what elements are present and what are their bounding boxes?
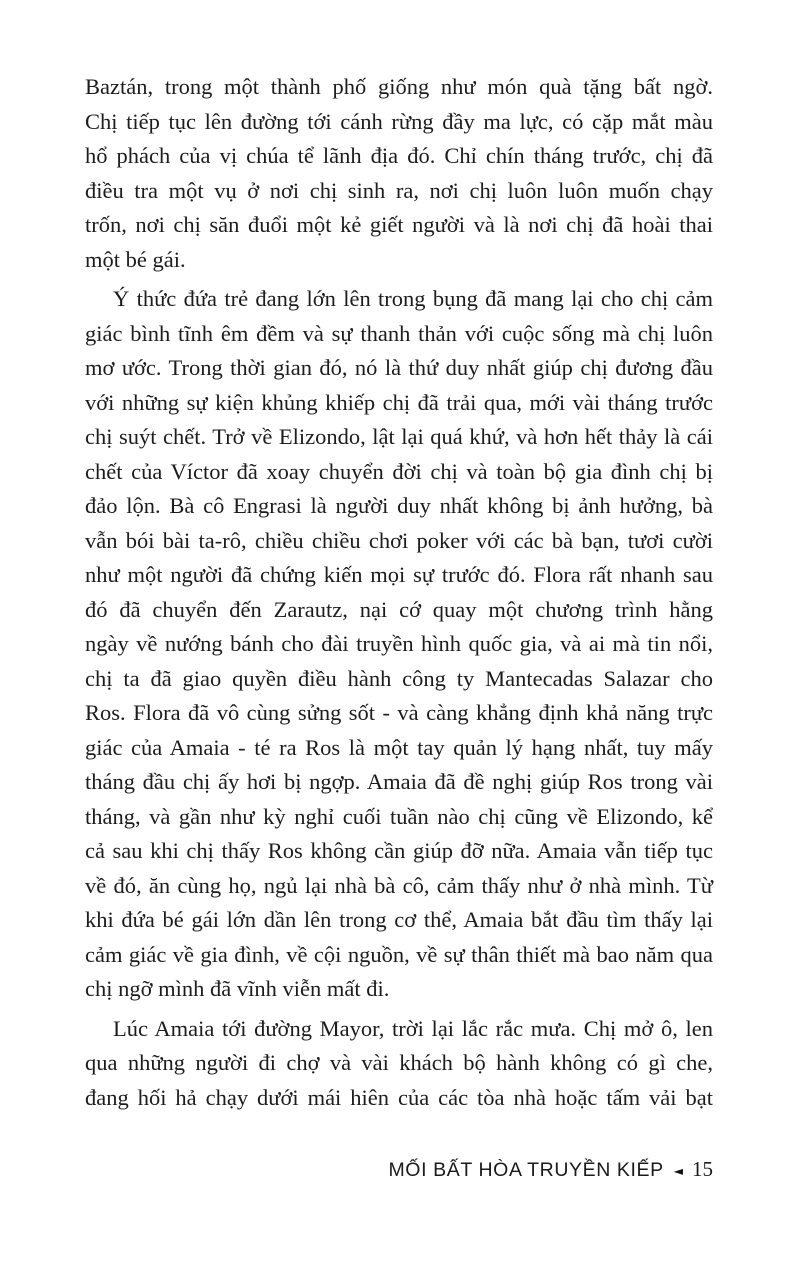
text-line: Ý thức đứa trẻ đang lớn lên trong bụng đã mang lại cho chị cảm — [113, 286, 713, 311]
text-line: giác bình tĩnh êm đềm và sự thanh thản với cuộc sống mà chị luôn — [85, 320, 713, 346]
text-line: về đó, ăn cùng họ, ngủ lại nhà bà cô, cảm thấy như ở nhà mình. Từ — [85, 872, 713, 898]
text-line: đó đã chuyển đến Zarautz, nại cớ quay một chương trình hằng — [85, 596, 713, 622]
text-line: mơ ước. Trong thời gian đó, nó là thứ duy nhất giúp chị đương đầu — [85, 355, 713, 380]
running-title: MỐI BẤT HÒA TRUYỀN KIẾP — [388, 1159, 664, 1181]
text-line: chị ngỡ mình đã vĩnh viễn mất đi. — [85, 976, 390, 1001]
text-line: như một người đã chứng kiến mọi sự trước đó. Flora rất nhanh sau — [85, 562, 713, 587]
left-triangle-icon: ◄ — [673, 1163, 683, 1178]
text-line: khi đứa bé gái lớn dần lên trong cơ thể, Amaia bắt đầu tìm thấy lại — [85, 907, 713, 932]
text-line: cảm giác về gia đình, về cội nguồn, về sự thân thiết mà bao năm qua — [85, 941, 713, 967]
paragraph — [85, 1012, 713, 1116]
text-line: qua những người đi chợ và vài khách bộ hành không có gì che, — [85, 1050, 713, 1075]
text-line: điều tra một vụ ở nơi chị sinh ra, nơi chị luôn luôn muốn chạy — [85, 177, 713, 203]
text-line: Ros. Flora đã vô cùng sửng sốt - và càng khẳng định khả năng trực — [85, 700, 713, 725]
text-line: hổ phách của vị chúa tể lãnh địa đó. Chỉ chín tháng trước, chị đã — [85, 143, 713, 168]
text-line: chết của Víctor đã xoay chuyển đời chị và toàn bộ gia đình chị bị — [85, 458, 713, 484]
text-line: ngày về nướng bánh cho đài truyền hình quốc gia, và ai mà tin nổi, — [85, 631, 713, 656]
text-line: một bé gái. — [85, 246, 186, 272]
page-footer — [388, 1157, 713, 1182]
paragraph — [85, 70, 713, 277]
text-line: Chị tiếp tục lên đường tới cánh rừng đầy ma lực, có cặp mắt màu — [85, 108, 713, 134]
text-line: trốn, nơi chị săn đuổi một kẻ giết người và là nơi chị đã hoài thai — [85, 212, 713, 237]
text-line: Lúc Amaia tới đường Mayor, trời lại lắc rắc mưa. Chị mở ô, len — [113, 1015, 713, 1041]
page-text — [85, 70, 713, 1120]
text-line: Baztán, trong một thành phố giống như món quà tặng bất ngờ. — [85, 74, 713, 99]
page-number: 15 — [692, 1157, 713, 1181]
text-line: chị suýt chết. Trở về Elizondo, lật lại quá khứ, và hơn hết thảy là cái — [85, 424, 713, 449]
text-line: cả sau khi chị thấy Ros không cần giúp đỡ nữa. Amaia vẫn tiếp tục — [85, 838, 713, 863]
text-line: đang hối hả chạy dưới mái hiên của các tòa nhà hoặc tấm vải bạt — [85, 1084, 713, 1110]
text-line: tháng, và gần như kỳ nghỉ cuối tuần nào chị cũng về Elizondo, kể — [85, 803, 713, 829]
text-line: chị ta đã giao quyền điều hành công ty Mantecadas Salazar cho — [85, 665, 713, 691]
text-line: vẫn bói bài ta-rô, chiều chiều chơi poker với các bà bạn, tươi cười — [85, 527, 713, 553]
text-line: giác của Amaia - té ra Ros là một tay quản lý hạng nhất, tuy mấy — [85, 734, 713, 760]
text-line: đảo lộn. Bà cô Engrasi là người duy nhất không bị ảnh hưởng, bà — [85, 493, 713, 518]
text-line: tháng đầu chị ấy hơi bị ngợp. Amaia đã đề nghị giúp Ros trong vài — [85, 769, 713, 794]
text-line: với những sự kiện khủng khiếp chị đã trải qua, mới vài tháng trước — [85, 389, 713, 415]
paragraph — [85, 282, 713, 1007]
